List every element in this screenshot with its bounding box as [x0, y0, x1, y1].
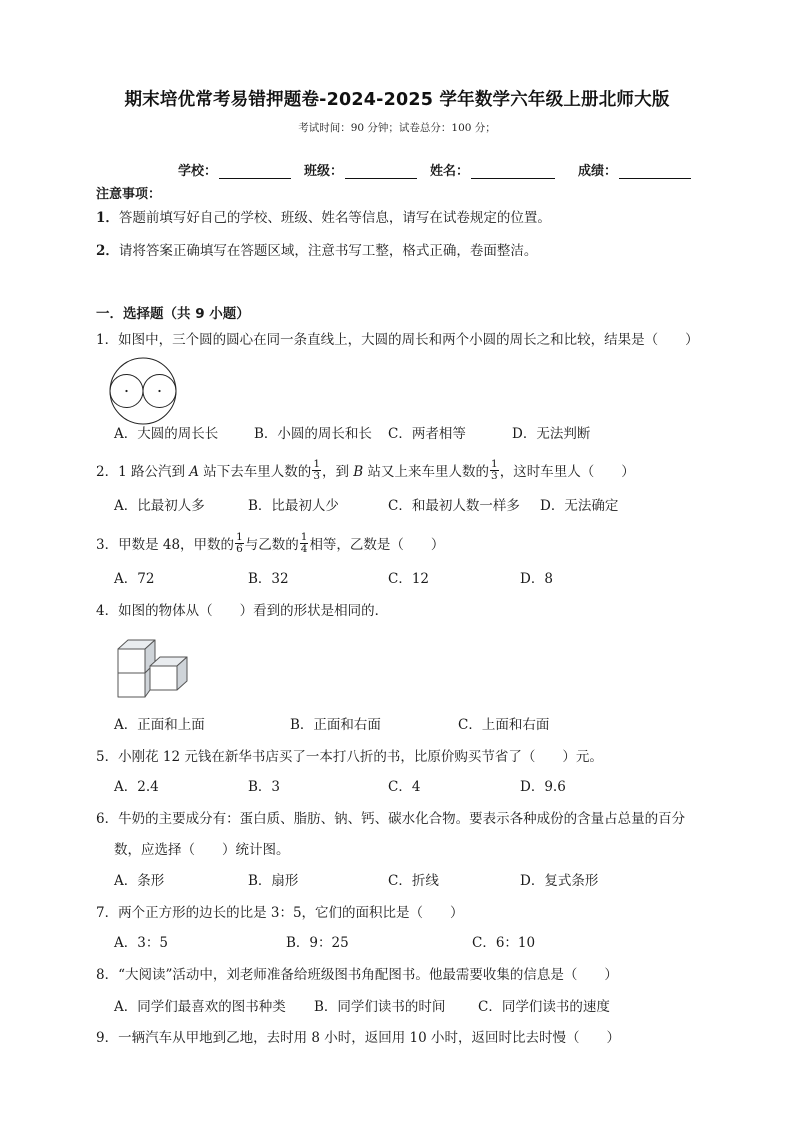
note-number: 1． [96, 210, 119, 226]
option-c[interactable]: C．12 [388, 571, 430, 587]
class-blank[interactable] [345, 162, 417, 179]
q2-part: 站又上来车里人数的 [363, 464, 490, 480]
option-a[interactable]: A．72 [114, 571, 155, 587]
fraction-denominator: 6 [236, 543, 243, 555]
fraction-one-fourth [300, 532, 309, 555]
option-b[interactable]: B．小圆的周长和长 [254, 426, 372, 442]
option-d[interactable]: D．无法判断 [512, 426, 591, 442]
option-a[interactable]: A．条形 [114, 873, 165, 889]
notes-heading: 注意事项： [96, 187, 162, 202]
option-a[interactable]: A．比最初人多 [114, 498, 205, 514]
option-d[interactable]: D．8 [520, 571, 553, 587]
question-5-text: 5．小刚花 12 元钱在新华书店买了一本打八折的书，比原价购买节省了（ ）元。 [96, 749, 603, 765]
option-d[interactable]: D．复式条形 [520, 873, 599, 889]
q2-part: 站下去车里人数的 [199, 464, 312, 480]
q2-part: ，到 [322, 464, 354, 480]
option-c[interactable]: C．两者相等 [388, 426, 466, 442]
question-5-options [114, 777, 734, 797]
three-circles-figure [108, 356, 178, 426]
option-d[interactable]: D．9.6 [520, 779, 566, 795]
section-title: 一．选择题（共 9 小题） [96, 306, 250, 322]
q3-part: 3．甲数是 48，甲数的 [96, 537, 235, 553]
name-field[interactable] [430, 160, 555, 179]
option-a[interactable]: A．大圆的周长长 [114, 426, 219, 442]
cube-stack-figure [114, 638, 189, 702]
note-item [96, 206, 551, 226]
student-info-line [178, 160, 702, 180]
q2-part: 2．1 路公汽到 [96, 464, 190, 480]
question-7-options [114, 933, 734, 953]
center-dot-left [125, 390, 127, 392]
question-2-options [114, 496, 734, 516]
option-a[interactable]: A．2.4 [114, 779, 159, 795]
question-9-text: 9．一辆汽车从甲地到乙地，去时用 8 小时，返回用 10 小时，返回时比去时慢（ ） [96, 1030, 621, 1046]
question-4-text: 4．如图的物体从（ ）看到的形状是相同的． [96, 603, 389, 619]
option-a[interactable]: A．同学们最喜欢的图书种类 [114, 999, 286, 1015]
question-2-text [96, 458, 635, 484]
option-c[interactable]: C．4 [388, 779, 421, 795]
question-3-text [96, 531, 445, 557]
school-label: 学校： [178, 164, 218, 179]
name-label: 姓名： [430, 164, 470, 179]
note-text: 答题前填写好自己的学校、班级、姓名等信息，请写在试卷规定的位置。 [118, 210, 551, 226]
q2-part: ，这时车里人（ ） [499, 464, 635, 480]
fraction-denominator: 4 [300, 543, 308, 555]
fraction-one-sixth [235, 532, 244, 555]
question-7-text: 7．两个正方形的边长的比是 3：5，它们的面积比是（ ） [96, 905, 464, 921]
option-b[interactable]: B．正面和右面 [290, 717, 381, 733]
fraction-denominator: 3 [491, 470, 498, 482]
option-b[interactable]: B．扇形 [248, 873, 299, 889]
class-field[interactable] [304, 160, 417, 179]
fraction-one-third [312, 459, 321, 482]
note-item [96, 239, 537, 259]
question-8-text: 8．“大阅读”活动中，刘老师准备给班级图书角配图书。他最需要收集的信息是（ ） [96, 967, 618, 983]
option-b[interactable]: B．32 [248, 571, 289, 587]
option-b[interactable]: B．同学们读书的时间 [314, 999, 446, 1015]
question-8-options [114, 997, 734, 1017]
score-field[interactable] [578, 160, 691, 179]
class-label: 班级： [304, 164, 344, 179]
note-text: 请将答案正确填写在答题区域，注意书写工整，格式正确，卷面整洁。 [118, 243, 538, 259]
fraction-denominator: 3 [313, 470, 320, 482]
option-a[interactable]: A．3：5 [114, 935, 168, 951]
question-3-options [114, 569, 734, 589]
name-blank[interactable] [471, 162, 555, 179]
cube-face-front [150, 666, 177, 690]
fraction-numerator: 1 [300, 531, 308, 543]
q3-part: 与乙数的 [244, 537, 299, 553]
fraction-numerator: 1 [491, 458, 498, 470]
exam-title: 期末培优常考易错押题卷-2024-2025 学年数学六年级上册北师大版 [124, 90, 670, 110]
score-blank[interactable] [619, 162, 691, 179]
option-b[interactable]: B．9：25 [286, 935, 349, 951]
question-1-options [114, 424, 734, 444]
option-c[interactable]: C．折线 [388, 873, 439, 889]
fraction-numerator: 1 [313, 458, 320, 470]
option-d[interactable]: D．无法确定 [540, 498, 619, 514]
fraction-numerator: 1 [236, 531, 243, 543]
question-6-text-line2: 数，应选择（ ）统计图。 [114, 842, 290, 858]
question-1-text: 1．如图中，三个圆的圆心在同一条直线上，大圆的周长和两个小圆的周长之和比较，结果是（ ） [96, 332, 699, 348]
fraction-one-third [490, 459, 499, 482]
note-number: 2． [96, 243, 119, 259]
option-c[interactable]: C．上面和右面 [458, 717, 550, 733]
option-b[interactable]: B．比最初人少 [248, 498, 339, 514]
center-dot-right [158, 390, 160, 392]
question-6-text-line1: 6．牛奶的主要成分有：蛋白质、脂肪、钠、钙、碳水化合物。要表示各种成份的含量占总量的百分 [96, 811, 686, 827]
q3-part: 相等，乙数是（ ） [309, 537, 445, 553]
station-a: A [189, 464, 200, 480]
station-b: B [353, 464, 364, 480]
option-c[interactable]: C．和最初人数一样多 [388, 498, 520, 514]
question-6-options [114, 871, 734, 891]
option-c[interactable]: C．同学们读书的速度 [478, 999, 610, 1015]
cube-face-front [118, 649, 145, 673]
school-field[interactable] [178, 160, 291, 179]
question-4-options [114, 715, 734, 735]
option-a[interactable]: A．正面和上面 [114, 717, 205, 733]
option-c[interactable]: C．6：10 [472, 935, 536, 951]
cube-face-side [145, 668, 150, 697]
score-label: 成绩： [578, 164, 618, 179]
exam-subtitle: 考试时间：90 分钟；试卷总分：100 分； [298, 122, 496, 134]
school-blank[interactable] [219, 162, 291, 179]
option-b[interactable]: B．3 [248, 779, 281, 795]
cube-face-front [118, 673, 145, 697]
